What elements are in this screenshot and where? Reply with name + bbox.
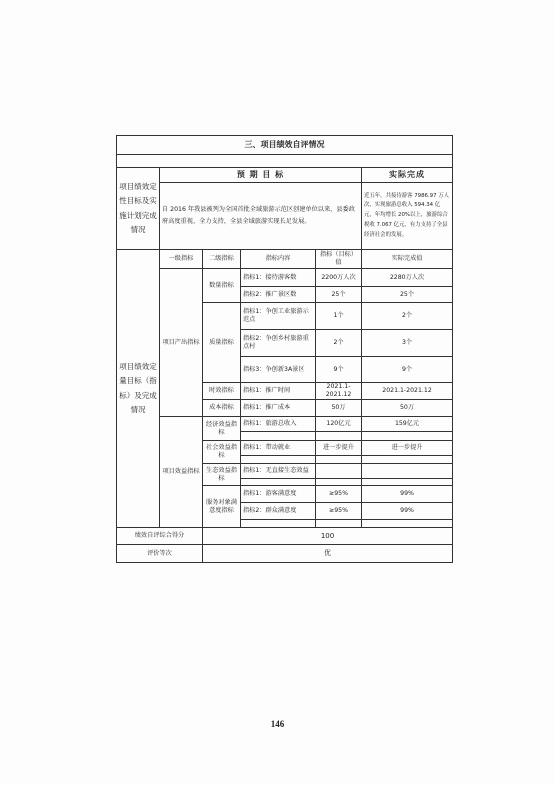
indicator-content: 指标3：争创新3A景区 xyxy=(241,357,316,383)
empty-cell xyxy=(241,520,316,528)
empty-cell xyxy=(362,479,453,486)
indicator-content: 指标2：群众满意度 xyxy=(241,503,316,520)
quantitative-goal-label: 项目绩效定量目标（指标）及完成情况 xyxy=(117,250,160,528)
target-header: 指标（目标）值 xyxy=(316,250,362,269)
indicator-actual: 3个 xyxy=(362,330,453,357)
indicator-content: 指标1：争创工业旅游示范点 xyxy=(241,303,316,330)
table-title: 三、项目绩效自评情况 xyxy=(117,136,453,155)
empty-cell xyxy=(316,520,362,528)
indicator-target: 50万 xyxy=(316,400,362,417)
empty-cell xyxy=(362,456,453,464)
indicator-content: 指标2：推广景区数 xyxy=(241,287,316,303)
indicator-actual: 2个 xyxy=(362,303,453,330)
level1-header: 一级指标 xyxy=(160,250,203,269)
indicator-content: 指标1：推广时间 xyxy=(241,383,316,400)
ecological-benefit-label: 生态效益指标 xyxy=(203,464,241,486)
indicator-target: 2021.1-2021.12 xyxy=(316,383,362,400)
blank-row xyxy=(117,155,453,168)
indicator-content: 指标1：接待游客数 xyxy=(241,269,316,287)
level2-header: 二级指标 xyxy=(203,250,241,269)
indicator-actual: 25个 xyxy=(362,287,453,303)
empty-cell xyxy=(362,520,453,528)
content-header: 指标内容 xyxy=(241,250,316,269)
indicator-content: 指标1：无直接生态效益 xyxy=(241,464,316,479)
timeliness-indicator-label: 时效指标 xyxy=(203,383,241,400)
indicator-actual: 进一步提升 xyxy=(362,441,453,456)
expected-goal-text: 自 2016 年我县被列为全国首批全域旅游示范区创建单位以来，县委政府高度重视、全力支持，全县全域旅游实现长足发展。 xyxy=(160,183,362,250)
empty-cell xyxy=(241,479,316,486)
indicator-content: 指标1：带动就业 xyxy=(241,441,316,456)
actual-completion-header: 实际完成 xyxy=(362,168,453,183)
quantity-indicator-label: 数量指标 xyxy=(203,269,241,303)
indicator-target: 120亿元 xyxy=(316,417,362,432)
performance-evaluation-table xyxy=(116,135,453,563)
indicator-actual: 9个 xyxy=(362,357,453,383)
indicator-content: 指标1：推广成本 xyxy=(241,400,316,417)
indicator-target: ≥95% xyxy=(316,503,362,520)
indicator-actual: 50万 xyxy=(362,400,453,417)
indicator-actual: 99% xyxy=(362,503,453,520)
empty-cell xyxy=(241,432,316,441)
actual-header: 实际完成值 xyxy=(362,250,453,269)
actual-completion-text: 近五年，共接待游客 7986.97 万人次，实现旅游总收入 594.34 亿元，年均增长 20%以上，旅游综合税收 7.067 亿元，有力支持了全县经济社会的发展。 xyxy=(362,183,453,250)
empty-cell xyxy=(362,432,453,441)
indicator-target: 9个 xyxy=(316,357,362,383)
indicator-actual: 159亿元 xyxy=(362,417,453,432)
quality-indicator-label: 质量指标 xyxy=(203,303,241,383)
indicator-content: 指标1：旅游总收入 xyxy=(241,417,316,432)
benefit-indicator-label: 项目效益指标 xyxy=(160,417,203,528)
indicator-target: 进一步提升 xyxy=(316,441,362,456)
indicator-target: 2个 xyxy=(316,330,362,357)
indicator-actual: 2021.1-2021.12 xyxy=(362,383,453,400)
satisfaction-indicator-label: 服务对象满意度指标 xyxy=(203,486,241,528)
indicator-content: 指标2：争创乡村旅游重点村 xyxy=(241,330,316,357)
indicator-content: 指标1：游客满意度 xyxy=(241,486,316,503)
social-benefit-label: 社会效益指标 xyxy=(203,441,241,464)
cost-indicator-label: 成本指标 xyxy=(203,400,241,417)
grade-label: 评价等次 xyxy=(117,545,203,563)
indicator-actual: 99% xyxy=(362,486,453,503)
score-label: 绩效自评综合得分 xyxy=(117,528,203,545)
qualitative-goal-label: 项目绩效定性目标及实施计划完成情况 xyxy=(117,168,160,250)
indicator-actual: 2280万人次 xyxy=(362,269,453,287)
indicator-target: 2200万人次 xyxy=(316,269,362,287)
indicator-target xyxy=(316,464,362,479)
empty-cell xyxy=(241,456,316,464)
score-value: 100 xyxy=(203,528,453,545)
indicator-actual xyxy=(362,464,453,479)
empty-cell xyxy=(316,432,362,441)
indicator-target: 1个 xyxy=(316,303,362,330)
empty-cell xyxy=(316,456,362,464)
expected-goal-header: 预 期 目 标 xyxy=(160,168,362,183)
economic-benefit-label: 经济效益指标 xyxy=(203,417,241,441)
grade-value: 优 xyxy=(203,545,453,563)
page-number: 146 xyxy=(270,719,285,729)
indicator-target: 25个 xyxy=(316,287,362,303)
indicator-target: ≥95% xyxy=(316,486,362,503)
empty-cell xyxy=(316,479,362,486)
output-indicator-label: 项目产出指标 xyxy=(160,269,203,417)
